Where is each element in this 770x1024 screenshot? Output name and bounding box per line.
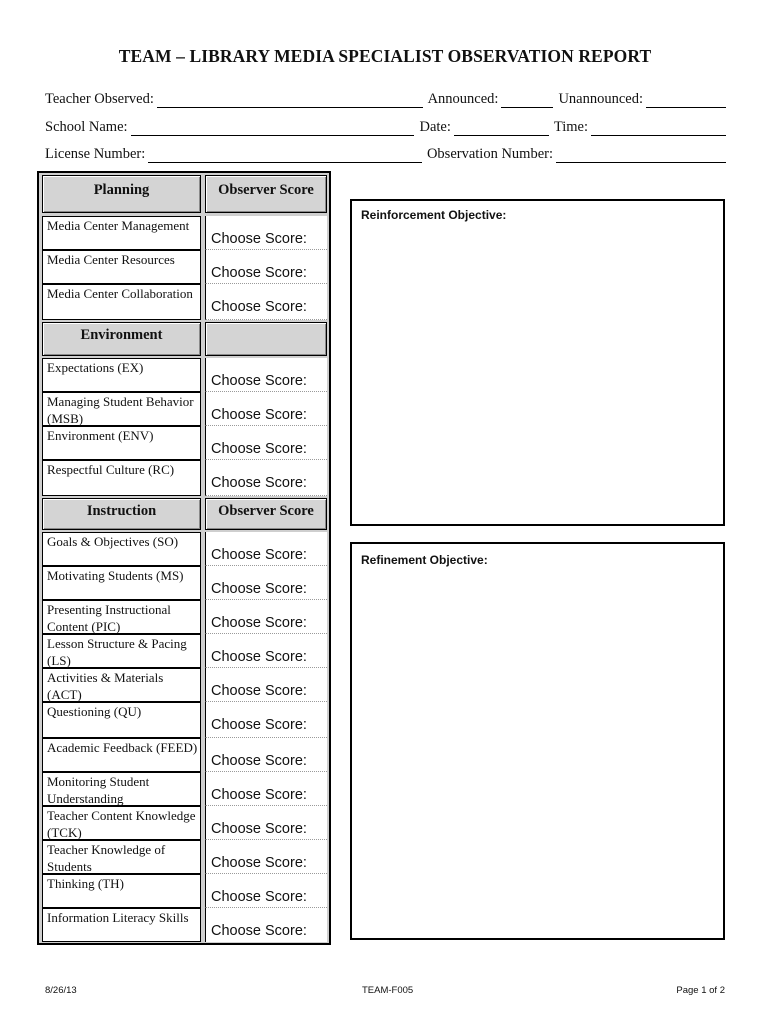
environment-score-heading: [205, 322, 327, 356]
date-field[interactable]: [454, 121, 549, 136]
row-label-managing-student-behavior: Managing Student Behavior (MSB): [42, 392, 201, 426]
row-label-motivating-students: Motivating Students (MS): [42, 566, 201, 600]
score-select-media-center-collaboration[interactable]: Choose Score:: [205, 284, 327, 320]
header-row-3: [45, 143, 726, 163]
teacher-observed-label: Teacher Observed:: [45, 91, 154, 107]
score-select-thinking[interactable]: Choose Score:: [205, 874, 327, 908]
score-select-motivating-students[interactable]: Choose Score:: [205, 566, 327, 600]
row-label-teacher-knowledge-of-students: Teacher Knowledge of Students: [42, 840, 201, 874]
observation-number-field[interactable]: [556, 148, 726, 163]
announced-field[interactable]: [501, 93, 553, 108]
date-label: Date:: [419, 119, 451, 135]
score-select-information-literacy-skills[interactable]: Choose Score:: [205, 908, 327, 942]
score-select-media-center-resources[interactable]: Choose Score:: [205, 250, 327, 284]
score-select-teacher-content-knowledge[interactable]: Choose Score:: [205, 806, 327, 840]
row-label-lesson-structure-pacing: Lesson Structure & Pacing (LS): [42, 634, 201, 668]
school-name-field[interactable]: [131, 121, 415, 136]
announced-label: Announced:: [427, 91, 499, 107]
score-select-monitoring-student-understanding[interactable]: Choose Score:: [205, 772, 327, 806]
time-label: Time:: [553, 119, 588, 135]
license-number-label: License Number:: [45, 146, 146, 162]
row-label-presenting-instructional-content: Presenting Instructional Content (PIC): [42, 600, 201, 634]
row-label-expectations: Expectations (EX): [42, 358, 201, 392]
row-label-thinking: Thinking (TH): [42, 874, 201, 908]
score-select-questioning[interactable]: Choose Score:: [205, 702, 327, 738]
row-label-questioning: Questioning (QU): [42, 702, 201, 738]
row-label-media-center-management: Media Center Management: [42, 216, 201, 250]
footer-date: 8/26/13: [45, 985, 77, 996]
score-select-expectations[interactable]: Choose Score:: [205, 358, 327, 392]
score-select-managing-student-behavior[interactable]: Choose Score:: [205, 392, 327, 426]
school-name-label: School Name:: [45, 119, 128, 135]
observation-number-label: Observation Number:: [426, 146, 553, 162]
row-label-teacher-content-knowledge: Teacher Content Knowledge (TCK): [42, 806, 201, 840]
score-table: [37, 171, 331, 945]
score-select-environment[interactable]: Choose Score:: [205, 426, 327, 460]
score-select-lesson-structure-pacing[interactable]: Choose Score:: [205, 634, 327, 668]
score-select-respectful-culture[interactable]: Choose Score:: [205, 460, 327, 496]
score-select-teacher-knowledge-of-students[interactable]: Choose Score:: [205, 840, 327, 874]
refinement-objective-box[interactable]: [350, 542, 725, 940]
instruction-heading: Instruction: [42, 498, 201, 530]
instruction-score-heading: Observer Score: [205, 498, 327, 530]
score-select-media-center-management[interactable]: Choose Score:: [205, 216, 327, 250]
score-select-activities-materials[interactable]: Choose Score:: [205, 668, 327, 702]
row-label-monitoring-student-understanding: Monitoring Student Understanding: [42, 772, 201, 806]
score-select-presenting-instructional-content[interactable]: Choose Score:: [205, 600, 327, 634]
score-select-academic-feedback[interactable]: Choose Score:: [205, 738, 327, 772]
page-title: TEAM – LIBRARY MEDIA SPECIALIST OBSERVATION REPORT: [118, 46, 652, 66]
footer-form-id: TEAM-F005: [362, 985, 414, 996]
planning-score-heading: Observer Score: [205, 175, 327, 213]
reinforcement-objective-box[interactable]: [350, 199, 725, 526]
row-label-media-center-collaboration: Media Center Collaboration: [42, 284, 201, 320]
license-number-field[interactable]: [148, 148, 422, 163]
environment-heading: Environment: [42, 322, 201, 356]
refinement-objective-label: Refinement Objective:: [361, 553, 488, 567]
score-select-goals-objectives[interactable]: Choose Score:: [205, 532, 327, 566]
row-label-media-center-resources: Media Center Resources: [42, 250, 201, 284]
row-label-academic-feedback: Academic Feedback (FEED): [42, 738, 201, 772]
header-row-1: [45, 88, 726, 108]
row-label-goals-objectives: Goals & Objectives (SO): [42, 532, 201, 566]
header-row-2: [45, 116, 726, 136]
footer-page-number: Page 1 of 2: [676, 985, 725, 996]
unannounced-field[interactable]: [646, 93, 726, 108]
time-field[interactable]: [591, 121, 726, 136]
row-label-activities-materials: Activities & Materials (ACT): [42, 668, 201, 702]
row-label-environment: Environment (ENV): [42, 426, 201, 460]
teacher-observed-field[interactable]: [157, 93, 423, 108]
reinforcement-objective-label: Reinforcement Objective:: [361, 208, 507, 222]
planning-heading: Planning: [42, 175, 201, 213]
row-label-respectful-culture: Respectful Culture (RC): [42, 460, 201, 496]
row-label-information-literacy-skills: Information Literacy Skills: [42, 908, 201, 942]
unannounced-label: Unannounced:: [558, 91, 643, 107]
